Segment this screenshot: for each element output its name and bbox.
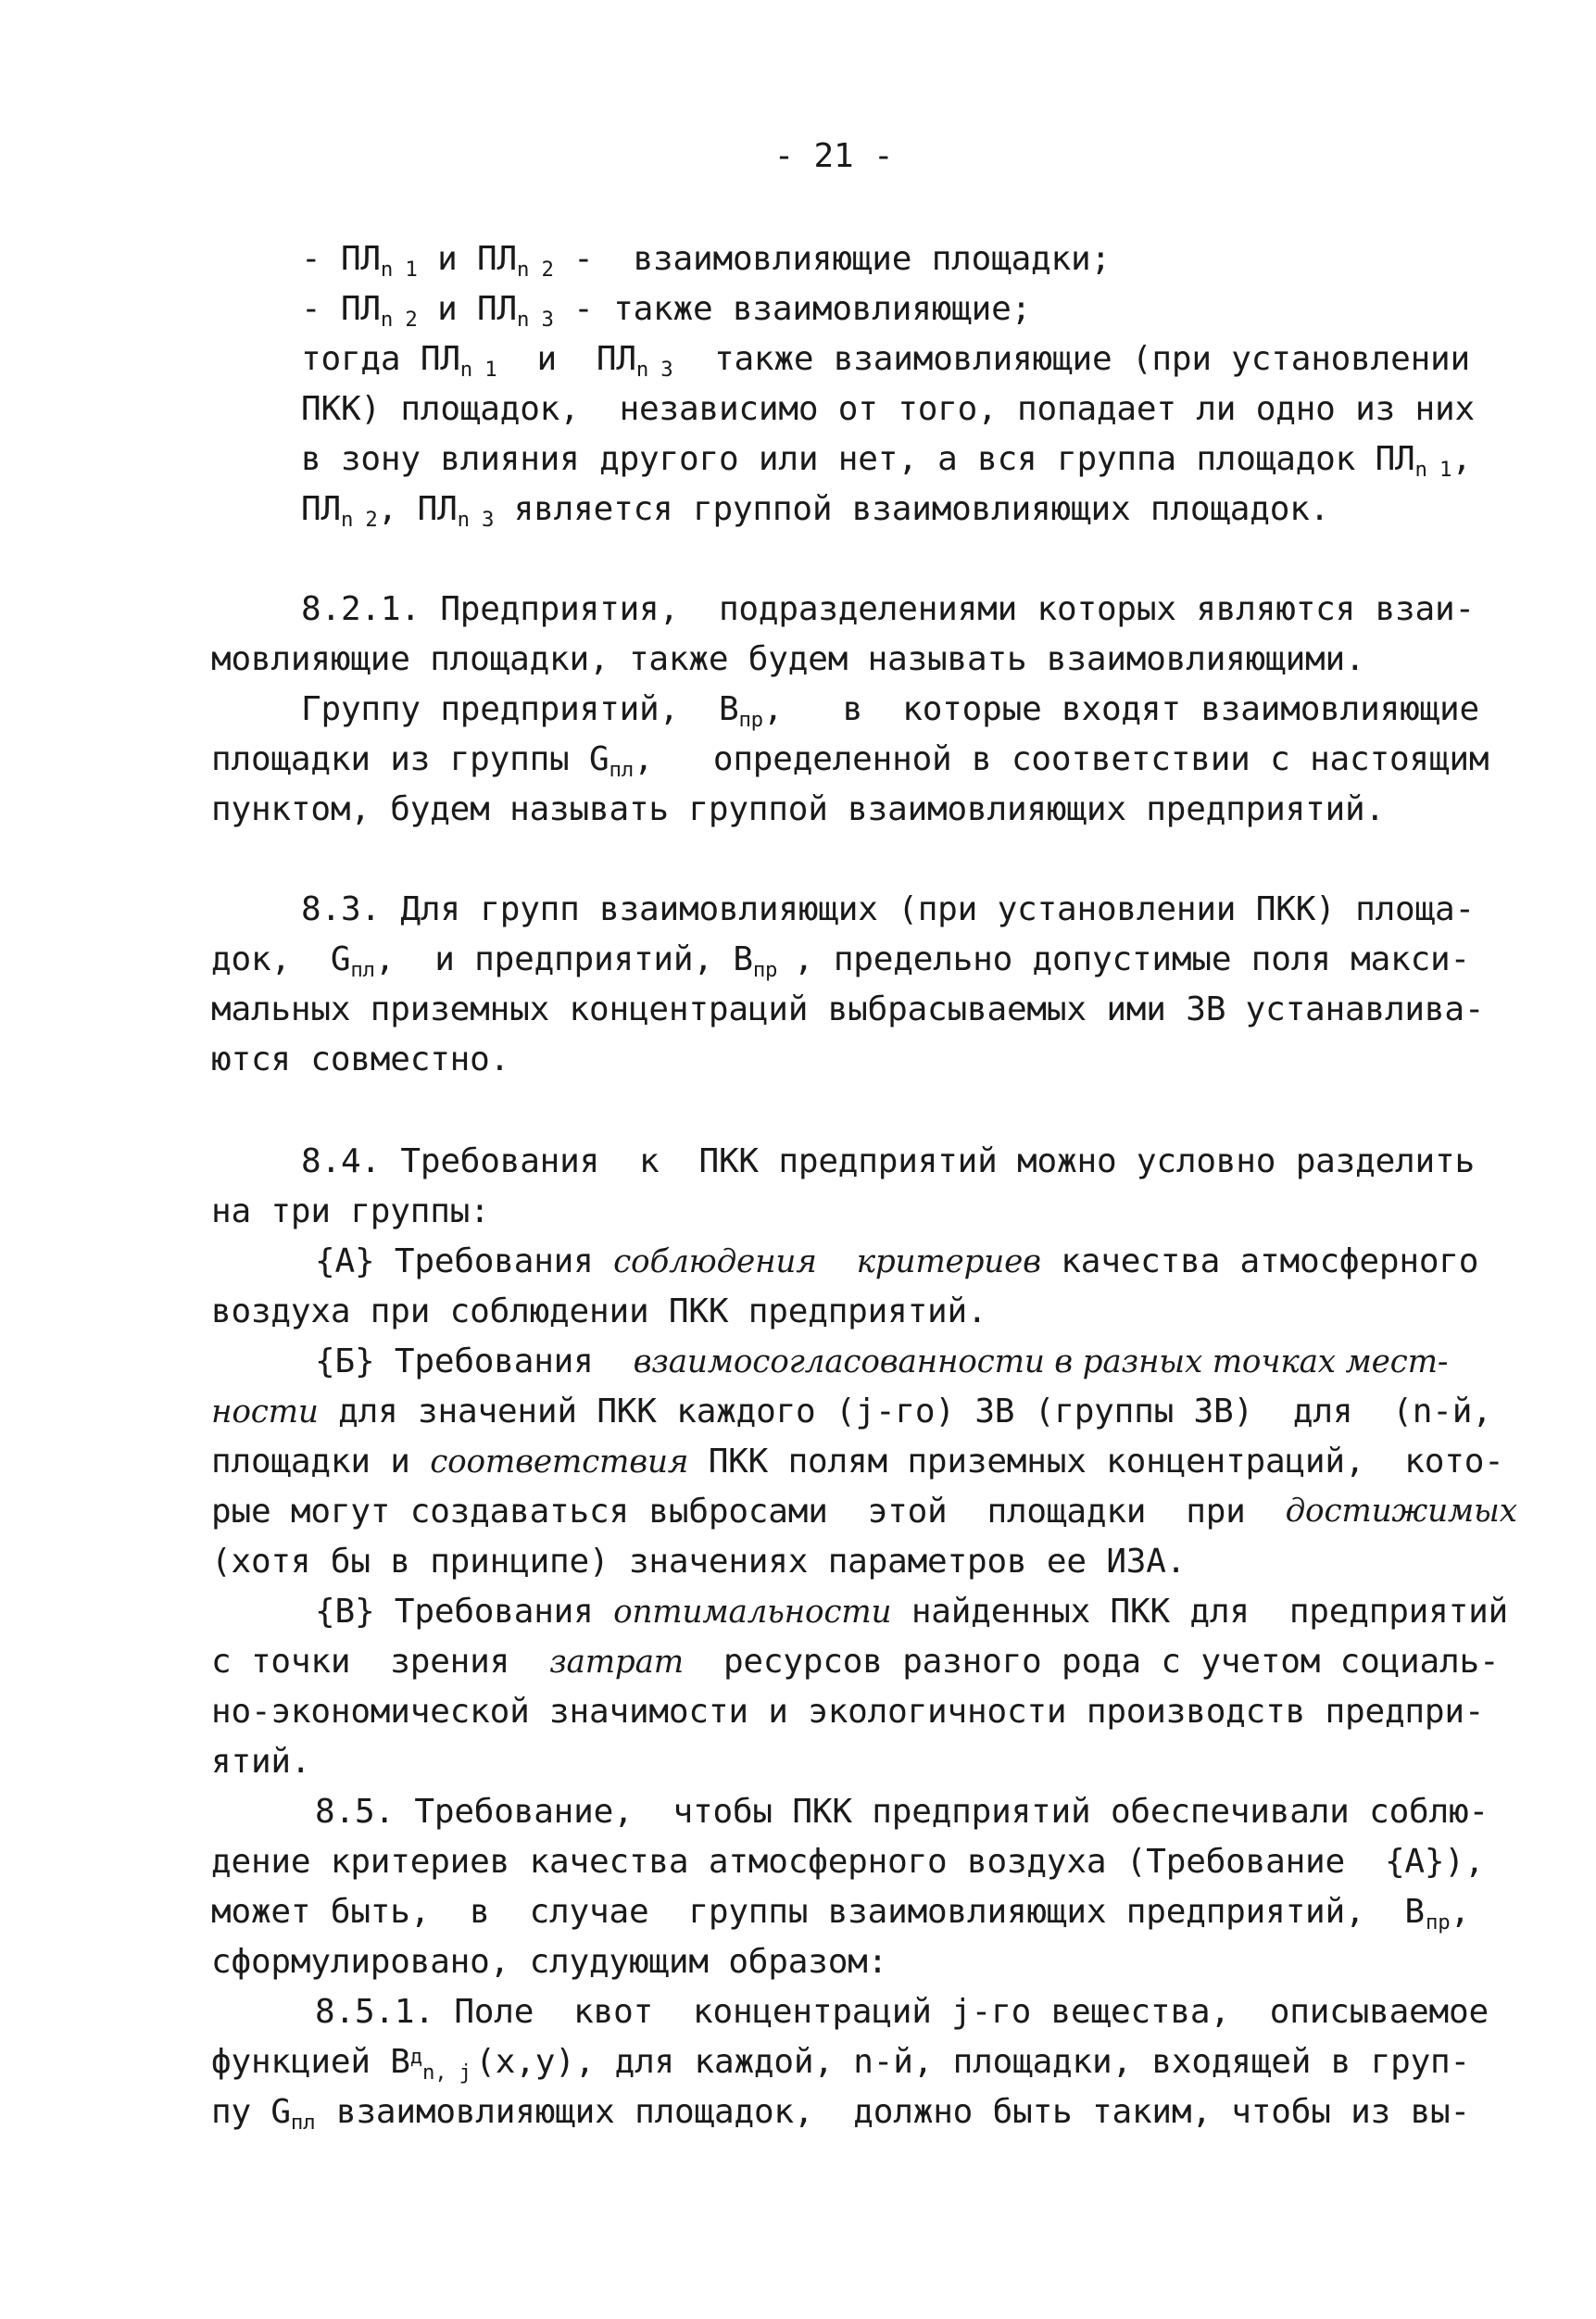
text-line: 8.5.1. Поле квот концентраций j-го вещества, описываемое: [315, 1993, 1489, 2031]
text-line: Группу предприятий, $B_{пр}$ , в которые входят взаимовлияющие: [301, 690, 1479, 733]
page-number: - 21 -: [773, 137, 894, 175]
text-line: ются совместно.: [211, 1040, 510, 1078]
text-line: 8.5. Требование, чтобы ПКК предприятий обеспечивали соблю-: [315, 1793, 1489, 1831]
text-line: площадки и соответствия ПКК полям приземных концентраций, кото-: [211, 1443, 1504, 1481]
text-line: 8.2.1. Предприятия, подразделениями которых являются взаи-: [301, 590, 1475, 628]
text-line: 8.3. Для групп взаимовлияющих (при установлении ПКК) площа-: [301, 890, 1475, 928]
text-line: ности для значений ПКК каждого (j-го) ЗВ (группы ЗВ) для (n-й,: [211, 1393, 1492, 1430]
text-line: {A} Требования соблюдения критериев качества атмосферного: [315, 1242, 1479, 1280]
text-line: но-экономической значимости и экологичности производств предпри-: [211, 1693, 1485, 1731]
text-line: рые могут создаваться выбросами этой площадки при достижимых: [211, 1493, 1517, 1531]
text-line: 8.4. Требования к ПКК предприятий можно условно разделить: [301, 1142, 1475, 1180]
text-line: с точки зрения затрат ресурсов разного рода с учетом социаль-: [211, 1643, 1500, 1681]
text-line: ятий.: [211, 1743, 311, 1781]
text-line: функцией $B^д_{n, j}$ (x,y), для каждой, n-й, площадки, входящей в груп-: [211, 2043, 1470, 2086]
text-line: ПКК) площадок, независимо от того, попадает ли одно из них: [301, 390, 1475, 428]
text-line: {Б} Требования взаимосогласованности в разных точках мест-: [315, 1342, 1449, 1380]
text-line: пу $G_{пл}$ взаимовлияющих площадок, должно быть таким, чтобы из вы-: [211, 2093, 1470, 2136]
text-line: тогда $ПЛ_{n 1}$ и $ПЛ_{n 3}$ также взаимовлияющие (при установлении: [301, 340, 1470, 383]
text-line: - $ПЛ_{n 2}$ и $ПЛ_{n 3}$ - также взаимовлияющие;: [301, 290, 1032, 333]
text-line: $ПЛ_{n 2}$, $ПЛ_{n 3}$ является группой взаимовлияющих площадок.: [301, 490, 1330, 533]
text-line: мальных приземных концентраций выбрасываемых ими ЗВ устанавлива-: [211, 990, 1485, 1028]
text-line: док, $G_{пл}$, и предприятий, $B_{пр}$ , предельно допустимые поля макси-: [211, 940, 1470, 983]
text-line: {В} Требования оптимальности найденных ПКК для предприятий: [315, 1593, 1509, 1631]
text-line: сформулировано, слудующим образом:: [211, 1943, 888, 1981]
text-line: - $ПЛ_{n 1}$ и $ПЛ_{n 2}$ - взаимовлияющие площадки;: [301, 240, 1111, 283]
text-line: мовлияющие площадки, также будем называть взаимовлияющими.: [211, 640, 1365, 678]
text-line: воздуха при соблюдении ПКК предприятий.: [211, 1292, 987, 1330]
text-line: на три группы:: [211, 1192, 490, 1230]
text-line: в зону влияния другого или нет, а вся группа площадок $ПЛ_{n 1}$,: [301, 440, 1472, 483]
text-line: может быть, в случае группы взаимовлияющих предприятий, B $_{пр}$,: [211, 1893, 1470, 1935]
text-line: пунктом, будем называть группой взаимовлияющих предприятий.: [211, 790, 1385, 828]
text-line: (хотя бы в принципе) значениях параметров ее ИЗА.: [211, 1543, 1187, 1581]
text-line: площадки из группы $G_{пл}$ , определенной в соответствии с настоящим: [211, 740, 1489, 783]
text-line: дение критериев качества атмосферного воздуха (Требование {A}),: [211, 1843, 1485, 1881]
